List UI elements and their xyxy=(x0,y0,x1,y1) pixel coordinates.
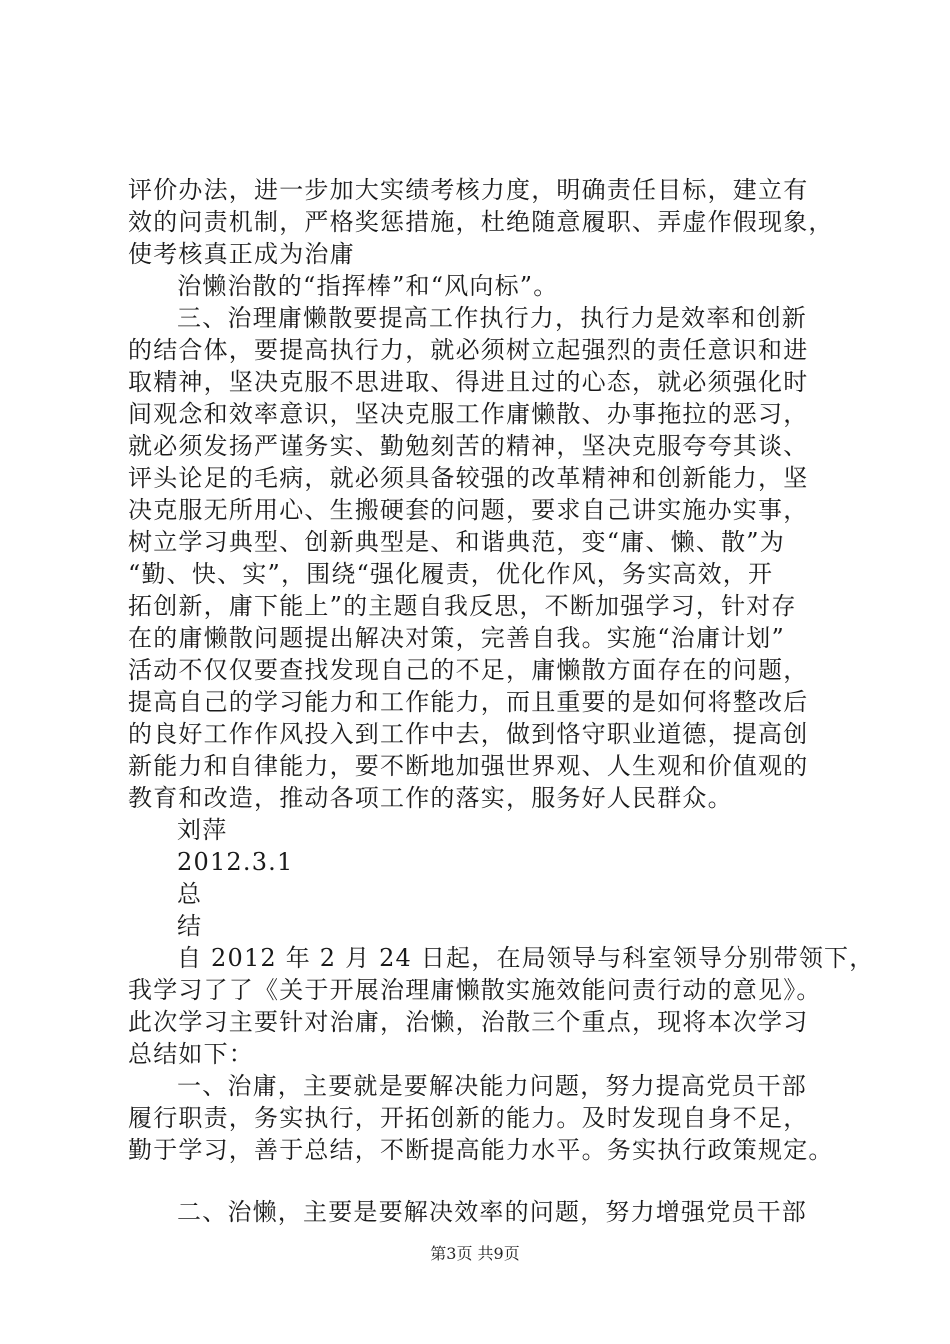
heading-char: 结 xyxy=(177,912,203,940)
text-line: 效的问责机制，严格奖惩措施，杜绝随意履职、弄虚作假现象， xyxy=(128,208,834,236)
text-line: 履行职责，务实执行，开拓创新的能力。及时发现自身不足， xyxy=(128,1104,809,1132)
text-line: 治懒治散的“指挥棒”和“风向标”。 xyxy=(177,272,559,300)
text-line: 拓创新，庸下能上”的主题自我反思，不断加强学习，针对存 xyxy=(128,592,797,620)
text-line: 就必须发扬严谨务实、勤勉刻苦的精神，坚决克服夸夸其谈、 xyxy=(128,432,809,460)
page-footer: 第3页 共9页 xyxy=(430,1244,520,1263)
text-line: 的良好工作作风投入到工作中去，做到恪守职业道德，提高创 xyxy=(128,720,809,748)
text-line: 总结如下： xyxy=(128,1040,254,1068)
text-line: 评价办法，进一步加大实绩考核力度，明确责任目标，建立有 xyxy=(128,176,809,204)
text-line: 一、治庸，主要就是要解决能力问题，努力提高党员干部 xyxy=(177,1072,807,1100)
text-line: 使考核真正成为治庸 xyxy=(128,240,355,268)
text-line: 新能力和自律能力，要不断地加强世界观、人生观和价值观的 xyxy=(128,752,809,780)
text-line: 三、治理庸懒散要提高工作执行力，执行力是效率和创新 xyxy=(177,304,807,332)
text-line: “勤、快、实”，围绕“强化履责，优化作风，务实高效，开 xyxy=(128,560,774,588)
date-line: 2012.3.1 xyxy=(177,848,294,876)
text-line: 自 2012 年 2 月 24 日起，在局领导与科室领导分别带领下， xyxy=(177,944,875,972)
text-line: 勤于学习，善于总结，不断提高能力水平。务实执行政策规定。 xyxy=(128,1136,834,1164)
text-line: 在的庸懒散问题提出解决对策，完善自我。实施“治庸计划” xyxy=(128,624,785,652)
text-line: 树立学习典型、创新典型是、和谐典范，变“庸、懒、散”为 xyxy=(128,528,785,556)
text-line: 二、治懒，主要是要解决效率的问题，努力增强党员干部 xyxy=(177,1198,807,1226)
text-line: 的结合体，要提高执行力，就必须树立起强烈的责任意识和进 xyxy=(128,336,809,364)
text-line: 评头论足的毛病，就必须具备较强的改革精神和创新能力，坚 xyxy=(128,464,809,492)
author-name: 刘萍 xyxy=(177,816,228,844)
text-line: 提高自己的学习能力和工作能力，而且重要的是如何将整改后 xyxy=(128,688,809,716)
text-line: 间观念和效率意识，坚决克服工作庸懒散、办事拖拉的恶习， xyxy=(128,400,809,428)
text-line: 取精神，坚决克服不思进取、得进且过的心态，就必须强化时 xyxy=(128,368,809,396)
text-line: 活动不仅仅要查找发现自己的不足，庸懒散方面存在的问题， xyxy=(128,656,809,684)
heading-char: 总 xyxy=(177,880,203,908)
text-line: 此次学习主要针对治庸，治懒，治散三个重点，现将本次学习 xyxy=(128,1008,809,1036)
text-line: 教育和改造，推动各项工作的落实，服务好人民群众。 xyxy=(128,784,733,812)
text-line: 决克服无所用心、生搬硬套的问题，要求自己讲实施办实事， xyxy=(128,496,809,524)
text-line: 我学习了了《关于开展治理庸懒散实施效能问责行动的意见》。 xyxy=(128,976,822,1004)
